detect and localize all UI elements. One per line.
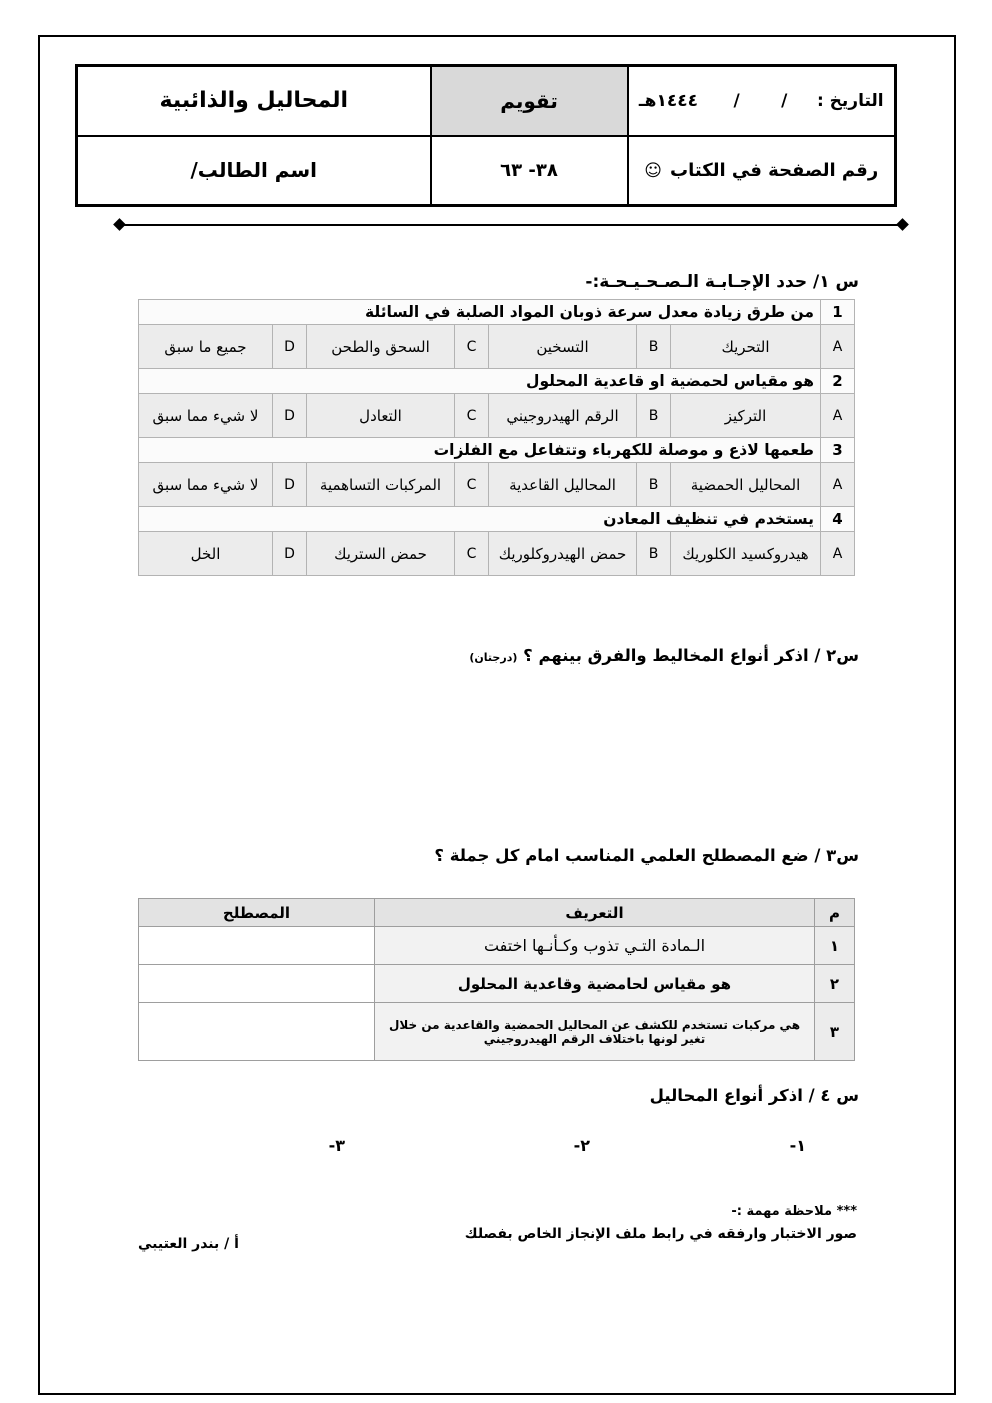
answer-blank-1: ١- <box>789 1136 806 1155</box>
mcq-question-row <box>138 300 854 325</box>
term-answer-cell <box>139 965 375 1003</box>
mcq-option-text: لا شيء مما سبق <box>138 394 272 438</box>
mcq-question-row <box>138 369 854 394</box>
answer-blank-2: ٢- <box>573 1136 590 1155</box>
term-answer-cell <box>139 1003 375 1061</box>
answer-blank-3: ٣- <box>328 1136 345 1155</box>
mcq-option-letter: D <box>273 532 307 576</box>
header-table <box>75 64 897 207</box>
mcq-options-row <box>138 325 854 369</box>
mcq-option-letter: C <box>455 532 489 576</box>
mcq-option-text: الرقم الهيدروجيني <box>489 394 637 438</box>
mcq-question-number: 1 <box>821 300 855 325</box>
mcq-question-row <box>138 438 854 463</box>
mcq-question-number: 3 <box>821 438 855 463</box>
mcq-options-row <box>138 394 854 438</box>
term-definition: هي مركبات تستخدم للكشف عن المحاليل الحمضية والقاعدية من خلال تغير لونها باختلاف الرقم الهيدروجيني <box>375 1003 815 1061</box>
question4-title: س ٤ / اذكر أنواع المحاليل <box>649 1086 859 1105</box>
term-row <box>139 965 855 1003</box>
smiley-book-icon: ☺ <box>644 160 663 181</box>
mcq-question-text: يستخدم في تنظيف المعادن <box>138 507 820 532</box>
term-header-row <box>139 899 855 927</box>
mcq-options-row <box>138 532 854 576</box>
mcq-option-text: لا شيء مما سبق <box>138 463 272 507</box>
mcq-option-text: التحريك <box>671 325 821 369</box>
mcq-option-letter: A <box>821 325 855 369</box>
mcq-option-text: جميع ما سبق <box>138 325 272 369</box>
date-field: التاريخ : / / ١٤٤٤هـ <box>628 66 896 136</box>
term-row-number: ١ <box>815 927 855 965</box>
section-divider <box>119 224 903 226</box>
important-note-title: *** ملاحظة مهمة :- <box>731 1204 857 1219</box>
mcq-question-text: هو مقياس لحمضية او قاعدية المحلول <box>138 369 820 394</box>
term-table <box>138 898 855 1061</box>
term-definition: الـمادة التـي تذوب وكـأنـها اختفت <box>375 927 815 965</box>
mcq-options-row <box>138 463 854 507</box>
mcq-option-letter: A <box>821 463 855 507</box>
mcq-option-text: السحق والطحن <box>307 325 455 369</box>
mcq-question-text: طعمها لاذع و موصلة للكهرباء وتتفاعل مع الفلزات <box>138 438 820 463</box>
question1-title: س ١/ حدد الإجـابـة الـصـحـيـحـة:- <box>585 272 859 292</box>
question2-title <box>469 646 859 665</box>
header-row-bottom <box>77 136 896 206</box>
term-row <box>139 927 855 965</box>
mcq-option-letter: D <box>273 463 307 507</box>
mcq-question-row <box>138 507 854 532</box>
divider-diamond-icon <box>896 218 909 231</box>
mcq-option-letter: C <box>455 463 489 507</box>
mcq-table <box>138 299 855 576</box>
mcq-option-text: التعادل <box>307 394 455 438</box>
subject-title: المحاليل والذائبية <box>77 66 431 136</box>
mcq-question-number: 4 <box>821 507 855 532</box>
mcq-option-letter: B <box>637 463 671 507</box>
teacher-name: أ / بندر العتيبي <box>138 1236 239 1252</box>
mcq-option-text: المركبات التساهمية <box>307 463 455 507</box>
question2-marks: (درجتان) <box>469 651 518 664</box>
student-name-label: اسم الطالب/ <box>77 136 431 206</box>
term-row-number: ٣ <box>815 1003 855 1061</box>
evaluation-cell: تقويم <box>431 66 628 136</box>
mcq-option-text: المحاليل القاعدية <box>489 463 637 507</box>
question3-title: س٣ / ضع المصطلح العلمي المناسب امام كل جملة ؟ <box>434 846 859 865</box>
mcq-option-letter: D <box>273 394 307 438</box>
mcq-question-number: 2 <box>821 369 855 394</box>
mcq-option-letter: C <box>455 325 489 369</box>
page-border <box>38 35 956 1395</box>
mcq-option-text: التسخين <box>489 325 637 369</box>
term-col-num: م <box>815 899 855 927</box>
term-definition: هو مقياس لحامضية وقاعدية المحلول <box>375 965 815 1003</box>
mcq-option-letter: A <box>821 532 855 576</box>
term-row <box>139 1003 855 1061</box>
mcq-option-letter: A <box>821 394 855 438</box>
question2-text: س٢ / اذكر أنواع المخاليط والفرق بينهم ؟ <box>523 646 859 665</box>
mcq-option-letter: B <box>637 532 671 576</box>
mcq-question-text: من طرق زيادة معدل سرعة ذوبان المواد الصلبة في السائلة <box>138 300 820 325</box>
mcq-option-text: حمض الهيدروكلوريك <box>489 532 637 576</box>
header-row-top <box>77 66 896 136</box>
pages-range: ٣٨- ٦٣ <box>431 136 628 206</box>
book-page-cell <box>628 136 896 206</box>
divider-diamond-icon <box>113 218 126 231</box>
term-col-definition: التعريف <box>375 899 815 927</box>
mcq-option-text: المحاليل الحمضية <box>671 463 821 507</box>
mcq-option-letter: D <box>273 325 307 369</box>
term-col-term: المصطلح <box>139 899 375 927</box>
mcq-option-text: هيدروكسيد الكلوريك <box>671 532 821 576</box>
mcq-option-text: الخل <box>138 532 272 576</box>
mcq-option-text: حمض الستريك <box>307 532 455 576</box>
term-row-number: ٢ <box>815 965 855 1003</box>
term-answer-cell <box>139 927 375 965</box>
mcq-option-letter: B <box>637 394 671 438</box>
mcq-option-letter: C <box>455 394 489 438</box>
book-page-label: رقم الصفحة في الكتاب <box>670 159 879 181</box>
mcq-option-letter: B <box>637 325 671 369</box>
important-note-body: صور الاختبار وارفقه في رابط ملف الإنجاز الخاص بفصلك <box>464 1226 857 1242</box>
mcq-option-text: التركيز <box>671 394 821 438</box>
